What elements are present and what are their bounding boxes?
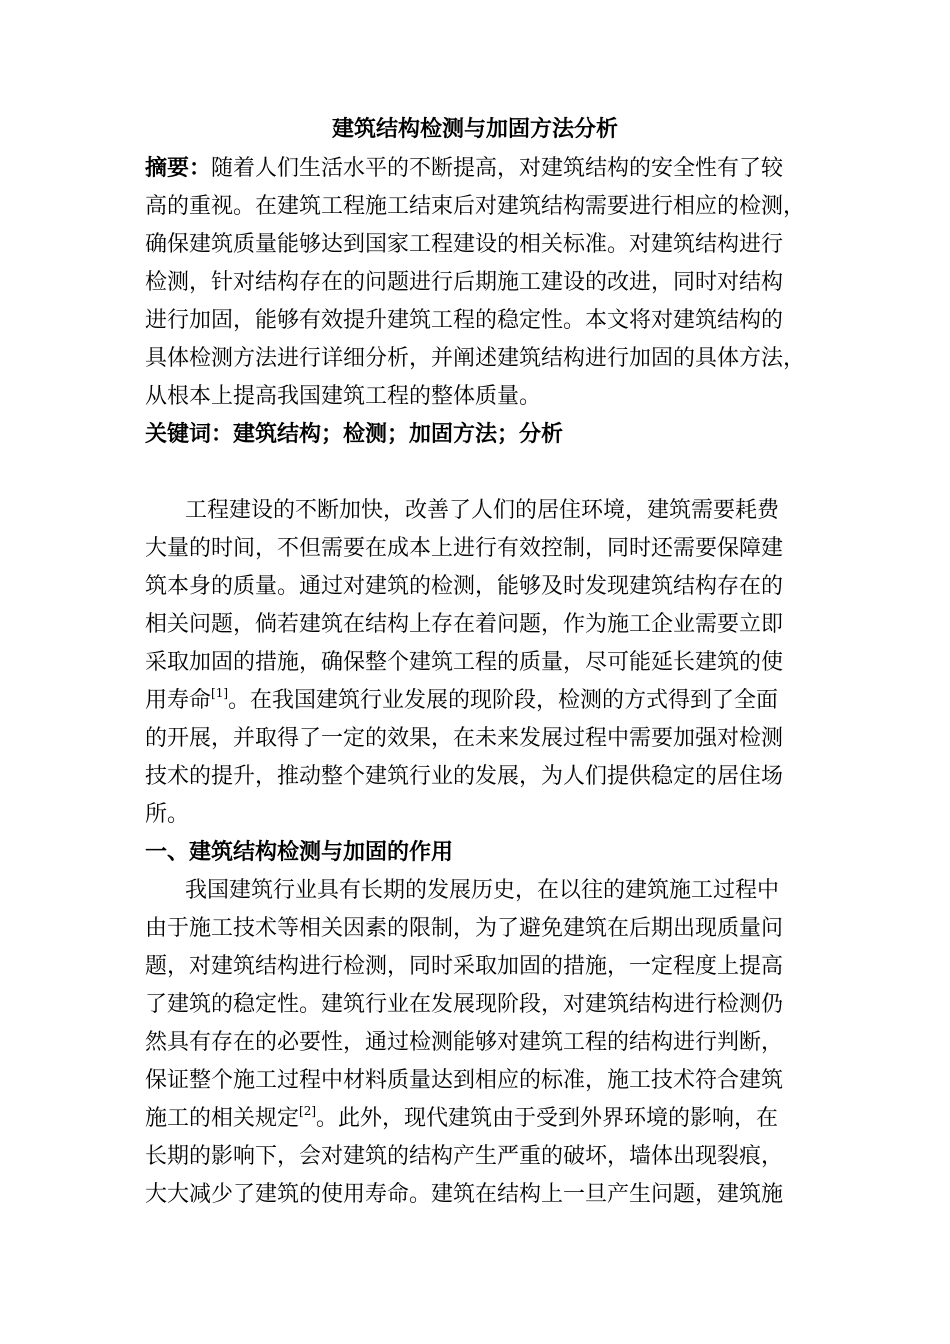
keywords-label: 关键词： bbox=[145, 422, 234, 447]
section-heading: 一、建筑结构检测与加固的作用 bbox=[145, 840, 454, 865]
paragraph-line bbox=[145, 1100, 815, 1138]
line-text: 。此外，现代建筑由于受到外界环境的影响，在 bbox=[316, 1106, 779, 1131]
paragraph-line: 了建筑的稳定性。建筑行业在发展现阶段，对建筑结构进行检测仍 bbox=[145, 992, 784, 1017]
paragraph-line: 保证整个施工过程中材料质量达到相应的标准，施工技术符合建筑 bbox=[145, 1068, 784, 1093]
paragraph-line: 筑本身的质量。通过对建筑的检测，能够及时发现建筑结构存在的 bbox=[145, 574, 784, 599]
paragraph-line: 大大减少了建筑的使用寿命。建筑在结构上一旦产生问题，建筑施 bbox=[145, 1182, 784, 1207]
paragraph-line: 题，对建筑结构进行检测，同时采取加固的措施，一定程度上提高 bbox=[145, 954, 784, 979]
abstract-line: 从根本上提高我国建筑工程的整体质量。 bbox=[145, 384, 542, 409]
abstract-label: 摘要： bbox=[145, 156, 212, 181]
line-text: 。在我国建筑行业发展的现阶段，检测的方式得到了全面 bbox=[228, 688, 779, 713]
abstract-line bbox=[145, 150, 815, 188]
paragraph-line: 所。 bbox=[145, 802, 190, 827]
abstract-line: 检测，针对结构存在的问题进行后期施工建设的改进，同时对结构 bbox=[145, 270, 784, 295]
paragraph-line: 的开展，并取得了一定的效果，在未来发展过程中需要加强对检测 bbox=[145, 726, 784, 751]
citation-mark: [1] bbox=[211, 686, 229, 700]
citation-mark: [2] bbox=[299, 1104, 317, 1118]
paragraph-line: 我国建筑行业具有长期的发展历史，在以往的建筑施工过程中 bbox=[185, 878, 780, 903]
paragraph-line: 采取加固的措施，确保整个建筑工程的质量，尽可能延长建筑的使 bbox=[145, 650, 784, 675]
abstract-line: 具体检测方法进行详细分析，并阐述建筑结构进行加固的具体方法， bbox=[145, 346, 806, 371]
abstract-line: 高的重视。在建筑工程施工结束后对建筑结构需要进行相应的检测， bbox=[145, 194, 806, 219]
abstract-line: 确保建筑质量能够达到国家工程建设的相关标准。对建筑结构进行 bbox=[145, 232, 784, 257]
abstract-text: 随着人们生活水平的不断提高，对建筑结构的安全性有了较 bbox=[211, 156, 784, 181]
paragraph-line: 技术的提升，推动整个建筑行业的发展，为人们提供稳定的居住场 bbox=[145, 764, 784, 789]
paragraph-line: 工程建设的不断加快，改善了人们的居住环境，建筑需要耗费 bbox=[185, 498, 780, 523]
keywords-line bbox=[145, 416, 815, 454]
paragraph-line: 长期的影响下，会对建筑的结构产生严重的破坏，墙体出现裂痕， bbox=[145, 1144, 784, 1169]
document-title: 建筑结构检测与加固方法分析 bbox=[331, 117, 618, 142]
paragraph-line: 然具有存在的必要性，通过检测能够对建筑工程的结构进行判断， bbox=[145, 1030, 784, 1055]
paragraph-line: 相关问题，倘若建筑在结构上存在着问题，作为施工企业需要立即 bbox=[145, 612, 784, 637]
line-text: 施工的相关规定 bbox=[145, 1106, 300, 1131]
abstract-line: 进行加固，能够有效提升建筑工程的稳定性。本文将对建筑结构的 bbox=[145, 308, 784, 333]
paragraph-line: 由于施工技术等相关因素的限制，为了避免建筑在后期出现质量问 bbox=[145, 916, 784, 941]
paragraph-line bbox=[145, 682, 815, 720]
line-text: 用寿命 bbox=[145, 688, 212, 713]
paragraph-line: 大量的时间，不但需要在成本上进行有效控制，同时还需要保障建 bbox=[145, 536, 784, 561]
keywords-text: 建筑结构；检测；加固方法；分析 bbox=[233, 422, 564, 447]
